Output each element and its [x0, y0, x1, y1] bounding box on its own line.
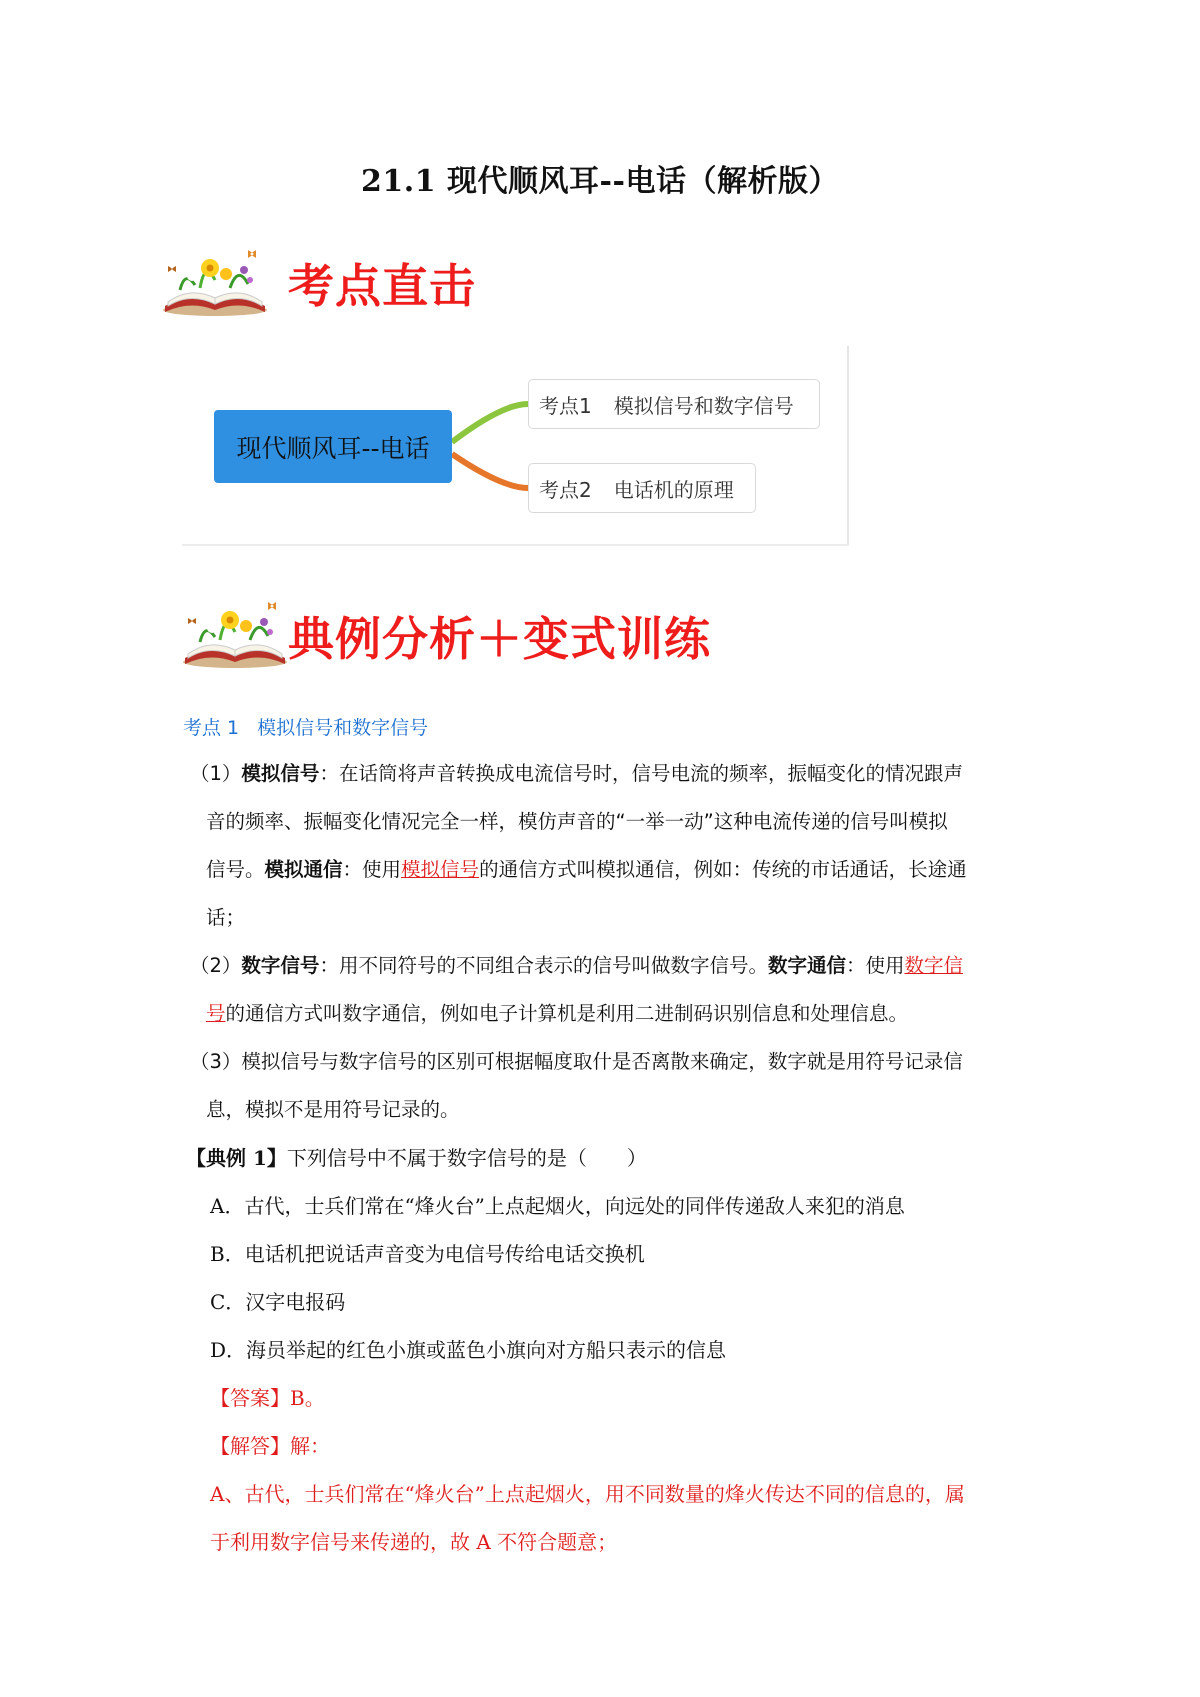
answer-section [210, 1374, 1070, 1566]
term-analog-comm: 模拟通信 [264, 858, 343, 881]
connector-2 [452, 454, 534, 488]
example-stem-line [186, 1134, 1066, 1182]
analysis-line-1: A、古代，士兵们常在“烽火台”上点起烟火，用不同数量的烽火传达不同的信息的，属 [210, 1482, 965, 1506]
p1-text: 的通信方式叫模拟通信，例如：传统的市话通话，长途通 [479, 858, 967, 881]
open-book-flowers-icon [180, 592, 290, 670]
p2-text: 的通信方式叫数字通信，例如电子计算机是利用二进制码识别信息和处理信息。 [225, 1002, 909, 1025]
p1-line-4: 话； [206, 906, 246, 929]
connector-1 [452, 404, 534, 442]
section-tag: 考点 1 [183, 717, 240, 739]
p1-text: 信号。 [206, 858, 265, 881]
open-book-flowers-icon [160, 240, 270, 318]
banner-kaodian-title: 考点直击 [288, 259, 476, 313]
paragraph-2 [190, 942, 1050, 1038]
term-digital-comm: 数字通信 [767, 954, 846, 977]
p2-line-1 [190, 942, 1050, 990]
paragraph-3 [190, 1038, 1050, 1134]
p1-number: （1） [190, 762, 242, 785]
node-1-tag: 考点1 [539, 393, 592, 418]
mind-map-root: 现代顺风耳--电话 [214, 410, 452, 483]
p1-text: ：在话筒将声音转换成电流信号时，信号电流的频率，振幅变化的情况跟声 [319, 762, 963, 785]
analog-signal-link[interactable]: 模拟信号 [401, 858, 480, 881]
term-analog-signal: 模拟信号 [241, 762, 320, 785]
analysis-line-2: 于利用数字信号来传递的，故 A 不符合题意； [210, 1530, 618, 1554]
banner-dianli-title: 典例分析＋变式训练 [288, 612, 711, 666]
mind-map-node-1 [528, 379, 820, 429]
example-question [186, 1134, 1066, 1374]
mind-map-node-2 [528, 463, 756, 513]
term-digital-signal: 数字信号 [241, 954, 320, 977]
paragraph-1 [190, 750, 1050, 942]
banner-kaodian [160, 240, 270, 322]
option-a: A．古代，士兵们常在“烽火台”上点起烟火，向远处的同伴传递敌人来犯的消息 [210, 1194, 905, 1218]
example-stem: 下列信号中不属于数字信号的是（ ） [286, 1146, 647, 1170]
p2-line-2 [190, 990, 1050, 1038]
p2-text: ：使用 [845, 954, 905, 977]
banner-dianli [180, 592, 290, 674]
option-d: D．海员举起的红色小旗或蓝色小旗向对方船只表示的信息 [210, 1338, 727, 1362]
option-b: B．电话机把说话声音变为电信号传给电话交换机 [210, 1242, 645, 1266]
page-title: 21.1 现代顺风耳--电话（解析版） [361, 164, 839, 199]
digital-signal-link[interactable]: 数字信 [904, 954, 963, 977]
p3-line-2: 息，模拟不是用符号记录的。 [206, 1098, 460, 1121]
node-2-text: 电话机的原理 [613, 477, 734, 502]
mind-map [182, 346, 849, 546]
node-2-tag: 考点2 [539, 477, 592, 502]
p1-line-1 [190, 750, 1050, 798]
analysis-label: 【解答】解： [210, 1434, 330, 1458]
answer: 【答案】B。 [210, 1386, 325, 1410]
p1-line-2: 音的频率、振幅变化情况完全一样，模仿声音的“一举一动”这种电流传递的信号叫模拟 [206, 810, 948, 833]
example-label: 【典例 1】 [186, 1146, 287, 1170]
digital-signal-link[interactable]: 号 [206, 1002, 226, 1025]
section-heading [183, 713, 428, 740]
p3-line-1: （3）模拟信号与数字信号的区别可根据幅度取什是否离散来确定，数字就是用符号记录信 [190, 1050, 963, 1073]
p1-line-3 [190, 846, 1050, 894]
node-1-text: 模拟信号和数字信号 [613, 393, 794, 418]
p2-number: （2） [190, 954, 242, 977]
section-text: 模拟信号和数字信号 [257, 717, 429, 739]
p1-text: ：使用 [342, 858, 402, 881]
option-c: C．汉字电报码 [210, 1290, 346, 1314]
p2-text: ：用不同符号的不同组合表示的信号叫做数字信号。 [319, 954, 768, 977]
